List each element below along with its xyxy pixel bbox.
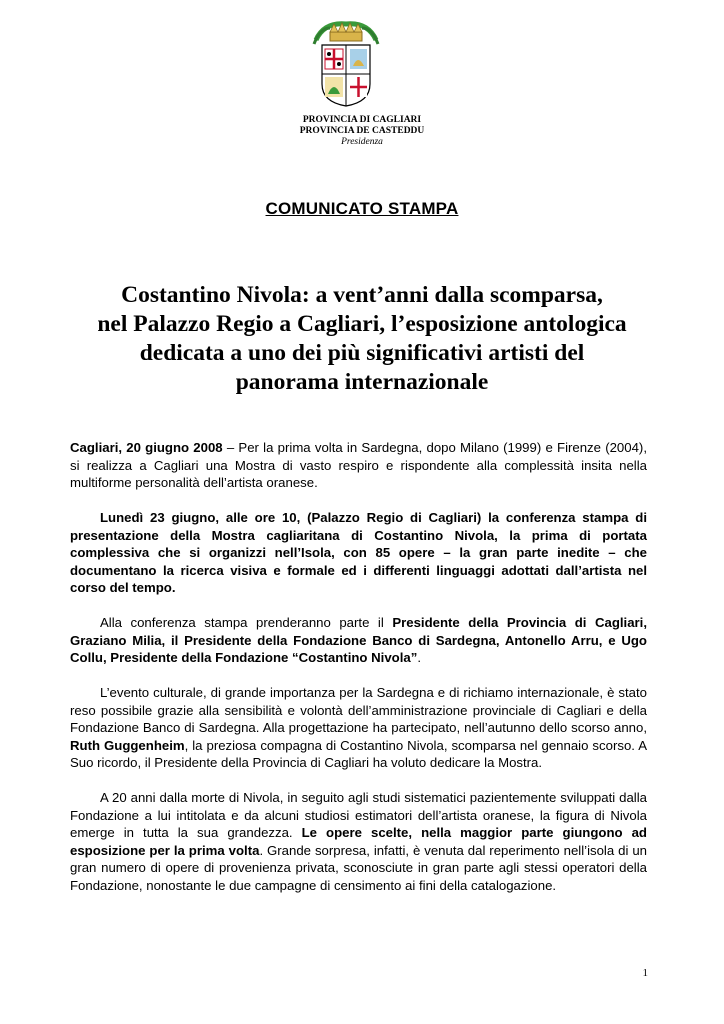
guggenheim-name: Ruth Guggenheim xyxy=(70,737,185,753)
participants-names: Presidente della Provincia di Cagliari, Graziano Milia, il Presidente della Fondazione Banco di Sardegna, Antonello Arru, e Ugo Collu, Presidente della Fondazione “Costantino Nivola” xyxy=(70,615,647,665)
works-text-b: . Grande sorpresa, infatti, è venuta dal reperimento nell’isola di un gran numero di opere di provenienza privata, sconosciute in gran parte agli stessi operatori della Fondazione, nonostante le due campagne di censimento ai fini della catalogazione. xyxy=(70,842,647,893)
province-coat-of-arms-icon xyxy=(310,18,382,108)
works-text-a: A 20 anni dalla morte di Nivola, in seguito agli studi sistematici pazientemente sviluppati dalla Fondazione a lui intitolata e da alcuni studiosi estimatori dell’artista oranese, la figura di Nivola emerge in tutta la sua grandezza. xyxy=(70,790,647,840)
paragraph-event xyxy=(70,684,647,772)
press-release-body xyxy=(70,439,647,912)
paragraph-press-conference: Lunedì 23 giugno, alle ore 10, (Palazzo Regio di Cagliari) la conferenza stampa di presentazione della Mostra cagliaritana di Costantino Nivola, la prima di portata complessiva che si organizzi nell’Isola, con 85 opere – la gran parte inedite – che documentano la ricerca visiva e formale ed i differenti linguaggi adottati dall’artista nel corso del tempo. xyxy=(70,510,647,595)
works-highlight: Le opere scelte, nella maggior parte giungono ad esposizione per la prima volta xyxy=(70,825,647,858)
paragraph-works xyxy=(70,789,647,894)
paragraph-intro xyxy=(70,439,647,492)
headline-line-3: dedicata a uno dei più significativi artisti del xyxy=(139,340,585,366)
participants-lead: Alla conferenza stampa prenderanno parte il xyxy=(100,615,393,630)
paragraph-participants xyxy=(70,614,647,667)
institution-name-sardinian: PROVINCIA DE CASTEDDU xyxy=(299,126,425,136)
dateline: Cagliari, 20 giugno 2008 xyxy=(70,440,223,455)
office-name: Presidenza xyxy=(341,137,383,147)
participants-end: . xyxy=(417,650,421,665)
institution-name-italian: PROVINCIA DI CAGLIARI xyxy=(302,115,422,125)
headline-line-1: Costantino Nivola: a vent’anni dalla scomparsa, xyxy=(121,282,603,308)
intro-text: – Per la prima volta in Sardegna, dopo Milano (1999) e Firenze (2004), si realizza a Cagliari una Mostra di vasto respiro e rispondente alla complessità insita nella multiforme personalità dell’artista oranese. xyxy=(70,440,647,490)
headline-line-4: panorama internazionale xyxy=(235,369,489,395)
event-text-b: , la preziosa compagna di Costantino Nivola, scomparsa nel gennaio scorso. A Suo ricordo, il Presidente della Provincia di Cagliari ha voluto dedicare la Mostra. xyxy=(70,737,647,770)
page-number: 1 xyxy=(642,967,648,979)
document-title: COMUNICATO STAMPA xyxy=(265,199,459,218)
headline xyxy=(60,281,664,397)
headline-line-2: nel Palazzo Regio a Cagliari, l’esposizione antologica xyxy=(97,311,627,337)
event-text-a: L’evento culturale, di grande importanza per la Sardegna e di richiamo internazionale, è stato reso possibile grazie alla sensibilità e volontà dell’amministrazione provinciale di Cagliari e della Fondazione Banco di Sardegna. Alla progettazione ha partecipato, nell’autunno dello scorso anno, xyxy=(70,685,647,735)
